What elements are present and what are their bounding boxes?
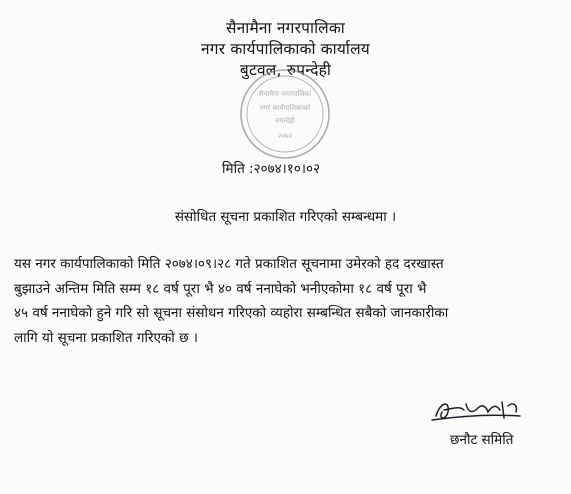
body-line: बुझाउने अन्तिम मिति सम्म १८ वर्ष पूरा भै ४० वर्ष ननाघेको भनीएकोमा १८ वर्ष पूरा भै [14,280,427,297]
svg-text:२०७२: २०७२ [277,132,293,140]
office-location: बुटवल, रुपन्देही [239,61,332,79]
body-line: लागि यो सूचना प्रकाशित गरिएको छ । [14,329,198,346]
signatory-name: छनौट समिति [450,432,514,448]
notice-subject: संसोधित सूचना प्रकाशित गरिएको सम्बन्धमा । [174,209,397,225]
svg-text:नगर कार्यपालिकाको: नगर कार्यपालिकाको [259,104,311,112]
svg-text:सैनामैना नगरपालिका: सैनामैना नगरपालिका [258,90,312,98]
svg-text:रुपन्देही: रुपन्देही [275,117,295,125]
municipality-name: सैनामैना नगरपालिका [225,19,346,37]
handwritten-signature-icon [430,392,530,426]
notice-body [14,252,559,350]
notice-date: मिति :२०७४।१०।०२ [222,161,320,177]
body-line: यस नगर कार्यपालिकाको मिति २०७४।०९।२८ गते प्रकाशित सूचनामा उमेरको हद दरखास्त [14,256,444,272]
office-name: नगर कार्यपालिकाको कार्यालय [200,40,371,58]
body-line: ४५ वर्ष ननाघेको हुने गरि सो सूचना संसोधन गरिएको व्यहोरा सम्बन्धित सबैको जानकारीका [14,305,449,321]
municipal-seal-icon [236,66,334,162]
